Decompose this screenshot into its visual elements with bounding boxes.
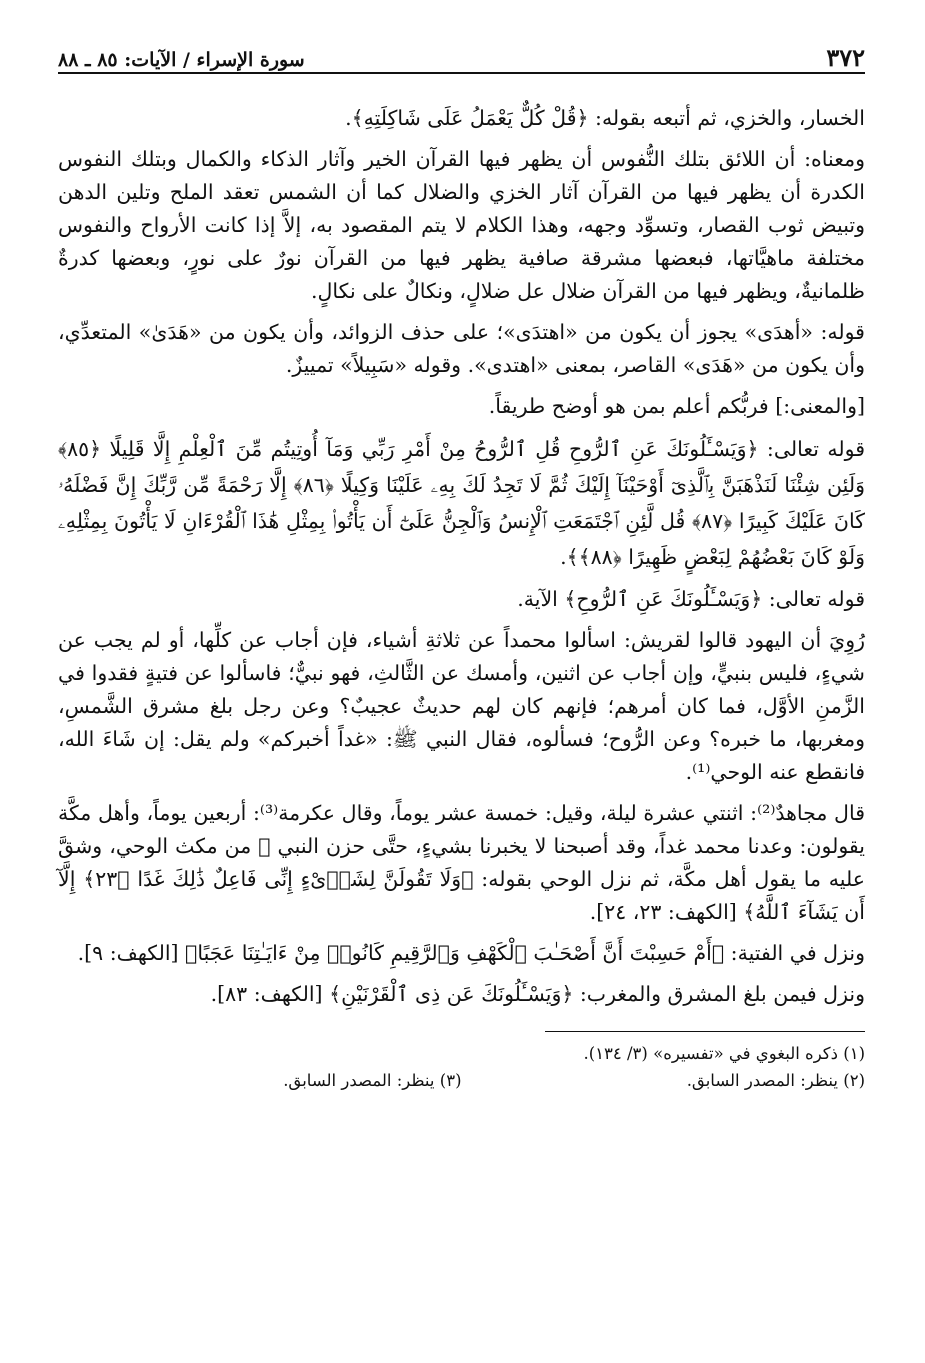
page-header — [58, 30, 865, 74]
footnote: (١) ذكره البغوي في «تفسيره» (٣/ ١٣٤). — [583, 1044, 865, 1063]
page-number: ٣٧٢ — [826, 43, 865, 72]
footnote-divider — [545, 1031, 865, 1032]
footnote: (٣) ينظر: المصدر السابق. — [283, 1071, 462, 1090]
running-title: سورة الإسراء / الآيات: ٨٥ ـ ٨٨ — [58, 49, 305, 71]
main-text — [58, 102, 865, 1011]
paragraph: قوله: «أهدَى» يجوز أن يكون من «اهتدَى»؛ على حذف الزوائد، وأن يكون من «هَدَىٰ» المتعدِّي، وأن يكون من «هَدَى» القاصر، بمعنى «اهتدى». وقوله «سَبِيلاً» تمييزٌ. — [58, 320, 865, 377]
paragraph: ونزل فيمن بلغ المشرق والمغرب: ﴿وَيَسْـَٔلُونَكَ عَن ذِى ٱلْقَرْنَيْنِ﴾ [الكهف: ٨٣]. — [210, 982, 865, 1006]
footnote: (٢) ينظر: المصدر السابق. — [686, 1071, 865, 1090]
paragraph: ونزل في الفتية: ﴿أَمْ حَسِبْتَ أَنَّ أَصْحَـٰبَ ٱلْكَهْفِ وَٱلرَّقِيمِ كَانُوا۟ مِنْ ءَايَـٰتِنَا عَجَبًا﴾ [الكهف: ٩]. — [77, 941, 865, 965]
footnote-row — [58, 1067, 865, 1094]
quran-verses-paragraph: قوله تعالى: ﴿وَيَسْـَٔلُونَكَ عَنِ ٱلرُّوحِ قُلِ ٱلرُّوحُ مِنْ أَمْرِ رَبِّي وَمَآ أُوتِيتُم مِّنَ ٱلْعِلْمِ إِلَّا قَلِيلًا ﴿٨٥﴾ وَلَئِن شِئْنَا لَنَذْهَبَنَّ بِٱلَّذِىٓ أَوْحَيْنَآ إِلَيْكَ ثُمَّ لَا تَجِدُ لَكَ بِهِۦ عَلَيْنَا وَكِيلًا ﴿٨٦﴾ إِلَّا رَحْمَةً مِّن رَّبِّكَ إِنَّ فَضْلَهُۥ كَانَ عَلَيْكَ كَبِيرًا ﴿٨٧﴾ قُل لَّئِنِ ٱجْتَمَعَتِ ٱلْإِنسُ وَٱلْجِنُّ عَلَىٰٓ أَن يَأْتُوا۟ بِمِثْلِ هَٰذَا ٱلْقُرْءَانِ لَا يَأْتُونَ بِمِثْلِهِۦ وَلَوْ كَانَ بَعْضُهُمْ لِبَعْضٍ ظَهِيرًا ﴿٨٨﴾﴾. — [58, 437, 865, 569]
paragraph: رُوِيَ أن اليهود قالوا لقريش: اسألوا محمداً عن ثلاثةِ أشياء، فإن أجاب عن كلِّها، أو لم يجب عن شيءٍ، فليس بنبيٍّ، وإن أجاب عن اثنين، وأمسك عن الثَّالثِ، فهو نبيٌّ؛ فاسألوا عن فتيةٍ فقدوا في الزَّمنِ الأوَّل، فما كان أمرهم؛ فإنهم كان لهم حديثٌ عجيبٌ؟ وعن رجل بلغ مشرق الشَّمسِ، ومغربها، ما خبره؟ وعن الرُّوح؛ فسألوه، فقال النبي ﷺ: «غداً أخبركم» ولم يقل: إن شَاءَ الله، فانقطع عنه الوحي⁽¹⁾. — [58, 628, 865, 784]
paragraph: قوله تعالى: ﴿وَيَسْـَٔلُونَكَ عَنِ ٱلرُّوحِ﴾ الآية. — [517, 587, 865, 611]
paragraph: قال مجاهدٌ⁽²⁾: اثنتي عشرة ليلة، وقيل: خمسة عشر يوماً، وقال عكرمة⁽³⁾: أربعين يوماً، وأهل مكَّة يقولون: وعدنا محمد غداً، وقد أصبحنا لا يخبرنا بشيءٍ، حتَّى حزن النبي ﷺ من مكث الوحي، وشقَّ عليه ما يقول أهل مكَّة، ثم نزل الوحي بقوله: ﴿وَلَا تَقُولَنَّ لِشَا۟ىْءٍ إِنِّى فَاعِلٌ ذَٰلِكَ غَدًا ﴿٢٣﴾ إِلَّآ أَن يَشَآءَ ٱللَّهُ﴾ [الكهف: ٢٣، ٢٤]. — [58, 801, 865, 924]
footnotes — [58, 1040, 865, 1094]
paragraph: ومعناه: أن اللائق بتلك النُّفوس أن يظهر فيها القرآن الخير وآثار الذكاء والكمال وبتلك النفوس الكدرة أن يظهر فيها من القرآن آثار الخزي والضلال كما أن الشمس تعقد الملح وتلين الدهن وتبيض ثوب القصار، وتسوِّد وجهه، وهذا الكلام لا يتم المقصود به، إلاَّ إذا كانت الأرواح والنفوس مختلفة ماهيَّاتها، فبعضها مشرقة صافية يظهر فيها من القرآن نورٌ على نورٍ، وبعضها كدرةٌ ظلمانيةٌ، ويظهر فيها من القرآن ضلال عل ضلالٍ، ونكالٌ على نكالٍ. — [58, 147, 865, 303]
paragraph: الخسار، والخزي، ثم أتبعه بقوله: ﴿قُلْ كُلٌّ يَعْمَلُ عَلَى شَاكِلَتِهِ﴾. — [345, 106, 865, 130]
paragraph: [والمعنى:] فربُّكم أعلم بمن هو أوضح طريقاً. — [488, 394, 865, 418]
